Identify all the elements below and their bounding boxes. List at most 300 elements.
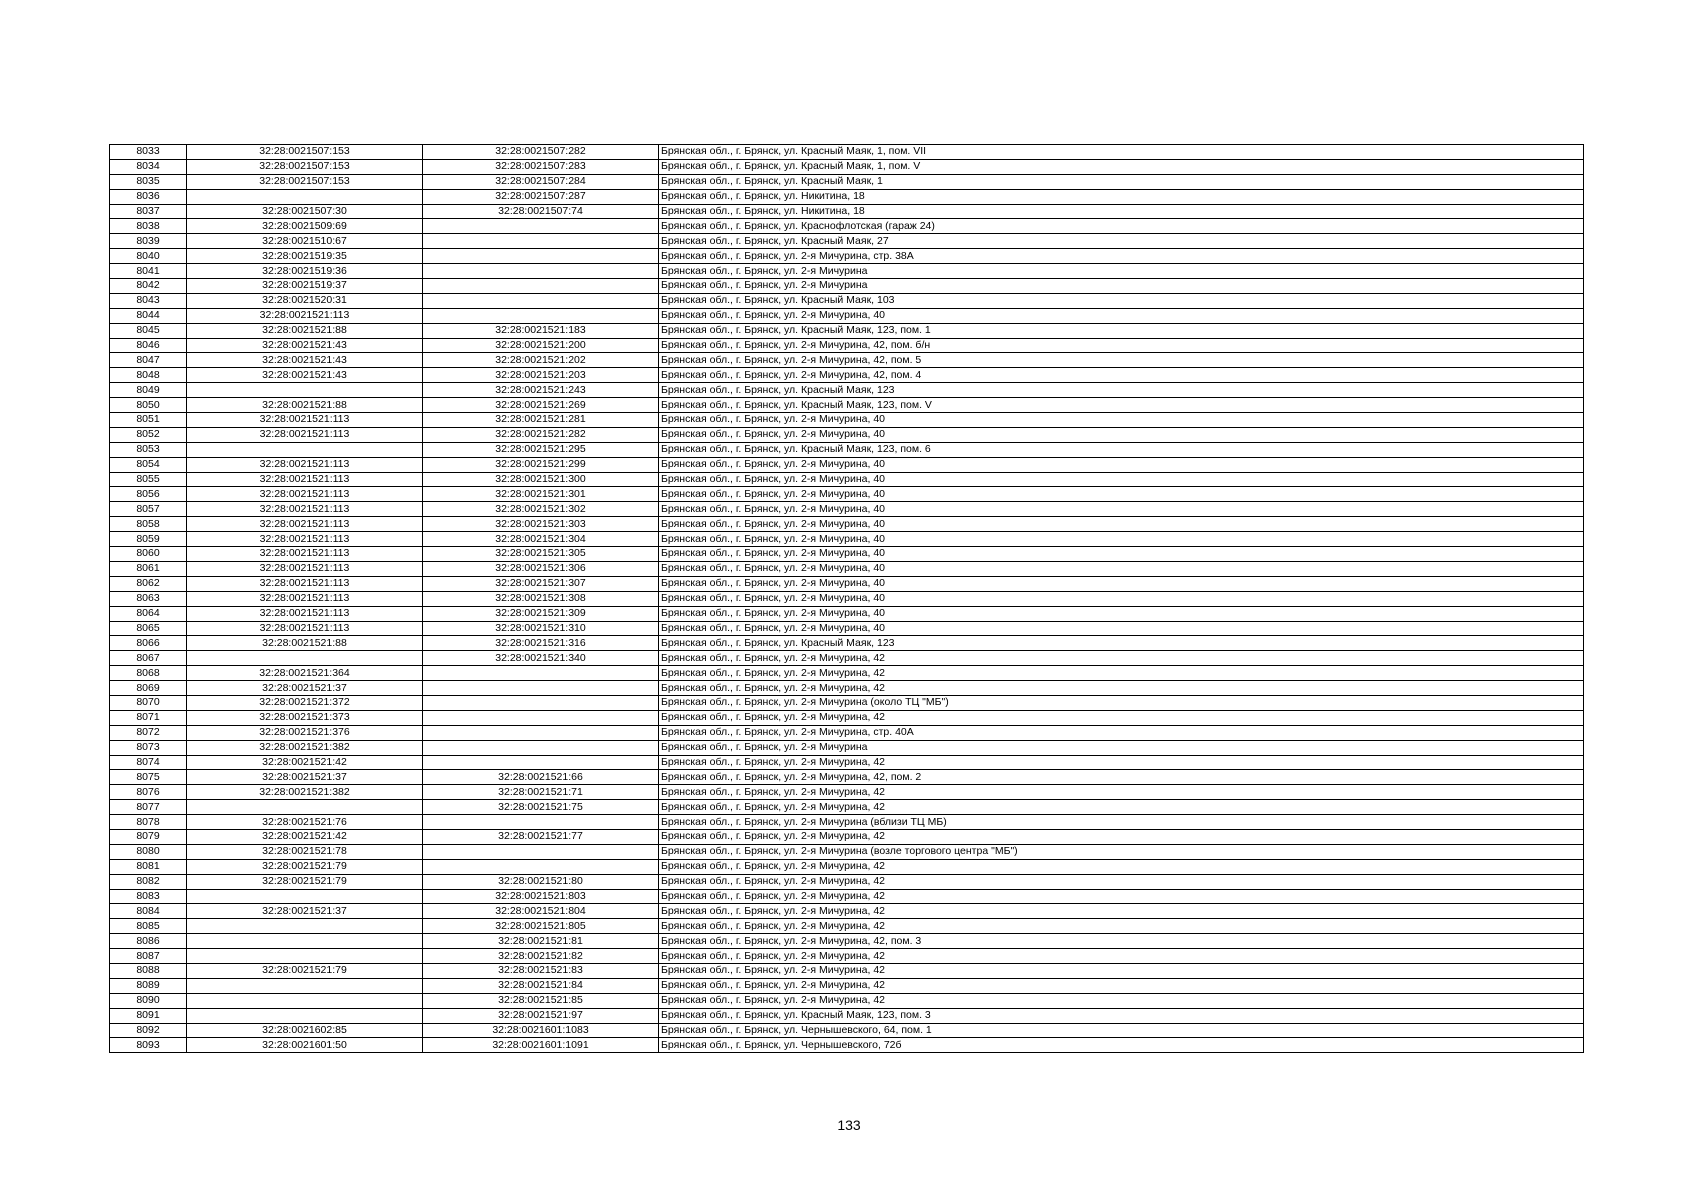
related-cadastral-number-cell: 32:28:0021521:302: [423, 502, 659, 517]
cadastral-number-cell: [187, 993, 423, 1008]
table-row: [110, 859, 1584, 874]
cadastral-number-cell: [187, 934, 423, 949]
related-cadastral-number-cell: 32:28:0021521:83: [423, 963, 659, 978]
cadastral-number-cell: 32:28:0021521:376: [187, 725, 423, 740]
address-cell: Брянская обл., г. Брянск, ул. 2-я Мичурина, 42, пом. 5: [659, 353, 1584, 368]
address-cell: Брянская обл., г. Брянск, ул. 2-я Мичурина, 42: [659, 978, 1584, 993]
address-cell: Брянская обл., г. Брянск, ул. 2-я Мичурина, 40: [659, 517, 1584, 532]
table-row: [110, 606, 1584, 621]
table-row: [110, 398, 1584, 413]
row-number-cell: 8061: [110, 561, 187, 576]
table-row: [110, 219, 1584, 234]
cadastral-number-cell: 32:28:0021521:37: [187, 770, 423, 785]
cadastral-number-cell: 32:28:0021521:372: [187, 695, 423, 710]
table-row: [110, 502, 1584, 517]
related-cadastral-number-cell: 32:28:0021507:74: [423, 204, 659, 219]
related-cadastral-number-cell: 32:28:0021601:1083: [423, 1023, 659, 1038]
table-row: [110, 547, 1584, 562]
table-row: [110, 338, 1584, 353]
row-number-cell: 8075: [110, 770, 187, 785]
cadastral-number-cell: 32:28:0021521:382: [187, 785, 423, 800]
cadastral-number-cell: 32:28:0021521:88: [187, 398, 423, 413]
cadastral-number-cell: 32:28:0021519:36: [187, 264, 423, 279]
cadastral-number-cell: 32:28:0021521:88: [187, 323, 423, 338]
cadastral-number-cell: 32:28:0021520:31: [187, 293, 423, 308]
table-row: [110, 993, 1584, 1008]
address-cell: Брянская обл., г. Брянск, ул. Красный Маяк, 123, пом. 1: [659, 323, 1584, 338]
cadastral-number-cell: [187, 651, 423, 666]
related-cadastral-number-cell: 32:28:0021521:310: [423, 621, 659, 636]
cadastral-number-cell: 32:28:0021521:113: [187, 457, 423, 472]
row-number-cell: 8077: [110, 800, 187, 815]
cadastral-number-cell: 32:28:0021507:153: [187, 159, 423, 174]
row-number-cell: 8089: [110, 978, 187, 993]
table-row: [110, 427, 1584, 442]
related-cadastral-number-cell: 32:28:0021521:77: [423, 829, 659, 844]
related-cadastral-number-cell: 32:28:0021521:299: [423, 457, 659, 472]
table-row: [110, 710, 1584, 725]
cadastral-number-cell: 32:28:0021521:113: [187, 427, 423, 442]
related-cadastral-number-cell: 32:28:0021521:305: [423, 547, 659, 562]
table-row: [110, 204, 1584, 219]
cadastral-number-cell: 32:28:0021521:373: [187, 710, 423, 725]
cadastral-number-cell: 32:28:0021521:113: [187, 561, 423, 576]
row-number-cell: 8063: [110, 591, 187, 606]
cadastral-number-cell: 32:28:0021519:37: [187, 279, 423, 294]
address-cell: Брянская обл., г. Брянск, ул. 2-я Мичурина, 40: [659, 308, 1584, 323]
row-number-cell: 8040: [110, 249, 187, 264]
address-cell: Брянская обл., г. Брянск, ул. Чернышевского, 72б: [659, 1038, 1584, 1053]
related-cadastral-number-cell: 32:28:0021521:243: [423, 383, 659, 398]
cadastral-number-cell: 32:28:0021521:113: [187, 621, 423, 636]
row-number-cell: 8052: [110, 427, 187, 442]
table-row: [110, 785, 1584, 800]
table-row: [110, 442, 1584, 457]
row-number-cell: 8034: [110, 159, 187, 174]
row-number-cell: 8070: [110, 695, 187, 710]
cadastral-number-cell: [187, 800, 423, 815]
row-number-cell: 8072: [110, 725, 187, 740]
cadastral-number-cell: 32:28:0021521:113: [187, 532, 423, 547]
related-cadastral-number-cell: 32:28:0021521:82: [423, 949, 659, 964]
cadastral-number-cell: 32:28:0021521:43: [187, 353, 423, 368]
table-row: [110, 413, 1584, 428]
related-cadastral-number-cell: [423, 249, 659, 264]
page-number: 133: [837, 1117, 861, 1133]
table-row: [110, 323, 1584, 338]
cadastral-number-cell: 32:28:0021521:76: [187, 815, 423, 830]
related-cadastral-number-cell: [423, 219, 659, 234]
address-cell: Брянская обл., г. Брянск, ул. 2-я Мичурина, 42: [659, 904, 1584, 919]
table-row: [110, 368, 1584, 383]
row-number-cell: 8053: [110, 442, 187, 457]
cadastral-number-cell: 32:28:0021521:113: [187, 547, 423, 562]
address-cell: Брянская обл., г. Брянск, ул. 2-я Мичурина, 40: [659, 547, 1584, 562]
address-cell: Брянская обл., г. Брянск, ул. 2-я Мичурина: [659, 740, 1584, 755]
related-cadastral-number-cell: [423, 710, 659, 725]
cadastral-number-cell: 32:28:0021521:79: [187, 874, 423, 889]
row-number-cell: 8088: [110, 963, 187, 978]
related-cadastral-number-cell: 32:28:0021521:66: [423, 770, 659, 785]
table-row: [110, 308, 1584, 323]
table-row: [110, 472, 1584, 487]
table-row: [110, 159, 1584, 174]
related-cadastral-number-cell: 32:28:0021521:80: [423, 874, 659, 889]
address-cell: Брянская обл., г. Брянск, ул. 2-я Мичурина, 42: [659, 755, 1584, 770]
table-row: [110, 264, 1584, 279]
cadastral-number-cell: [187, 189, 423, 204]
table-row: [110, 532, 1584, 547]
table-row: [110, 487, 1584, 502]
table-row: [110, 1008, 1584, 1023]
related-cadastral-number-cell: 32:28:0021521:295: [423, 442, 659, 457]
related-cadastral-number-cell: [423, 234, 659, 249]
address-cell: Брянская обл., г. Брянск, ул. Никитина, 18: [659, 189, 1584, 204]
table-row: [110, 681, 1584, 696]
cadastral-number-cell: 32:28:0021521:78: [187, 844, 423, 859]
related-cadastral-number-cell: 32:28:0021521:316: [423, 636, 659, 651]
table-row: [110, 725, 1584, 740]
row-number-cell: 8076: [110, 785, 187, 800]
address-cell: Брянская обл., г. Брянск, ул. 2-я Мичурина, стр. 38А: [659, 249, 1584, 264]
related-cadastral-number-cell: 32:28:0021521:307: [423, 576, 659, 591]
cadastral-number-cell: 32:28:0021521:43: [187, 338, 423, 353]
related-cadastral-number-cell: 32:28:0021521:75: [423, 800, 659, 815]
row-number-cell: 8035: [110, 174, 187, 189]
row-number-cell: 8041: [110, 264, 187, 279]
row-number-cell: 8044: [110, 308, 187, 323]
address-cell: Брянская обл., г. Брянск, ул. 2-я Мичурина, 42, пом. 4: [659, 368, 1584, 383]
related-cadastral-number-cell: [423, 844, 659, 859]
address-cell: Брянская обл., г. Брянск, ул. Красный Маяк, 27: [659, 234, 1584, 249]
cadastral-number-cell: 32:28:0021521:42: [187, 829, 423, 844]
address-cell: Брянская обл., г. Брянск, ул. 2-я Мичурина, 42, пом. б/н: [659, 338, 1584, 353]
address-cell: Брянская обл., г. Брянск, ул. 2-я Мичурина, 42: [659, 666, 1584, 681]
table-row: [110, 576, 1584, 591]
address-cell: Брянская обл., г. Брянск, ул. 2-я Мичурина, 42: [659, 963, 1584, 978]
cadastral-number-cell: [187, 442, 423, 457]
cadastral-number-cell: 32:28:0021510:67: [187, 234, 423, 249]
cadastral-number-cell: 32:28:0021521:113: [187, 502, 423, 517]
cadastral-number-cell: 32:28:0021521:113: [187, 517, 423, 532]
address-cell: Брянская обл., г. Брянск, ул. Красный Маяк, 1, пом. VII: [659, 145, 1584, 160]
related-cadastral-number-cell: 32:28:0021521:340: [423, 651, 659, 666]
cadastral-number-cell: 32:28:0021521:113: [187, 606, 423, 621]
related-cadastral-number-cell: 32:28:0021507:284: [423, 174, 659, 189]
cadastral-number-cell: 32:28:0021521:113: [187, 308, 423, 323]
table-row: [110, 591, 1584, 606]
cadastral-number-cell: 32:28:0021509:69: [187, 219, 423, 234]
address-cell: Брянская обл., г. Брянск, ул. 2-я Мичурина, 42: [659, 859, 1584, 874]
table-row: [110, 249, 1584, 264]
cadastral-number-cell: [187, 1008, 423, 1023]
table-row: [110, 934, 1584, 949]
registry-table: [109, 144, 1584, 1053]
row-number-cell: 8058: [110, 517, 187, 532]
address-cell: Брянская обл., г. Брянск, ул. 2-я Мичурина: [659, 264, 1584, 279]
row-number-cell: 8067: [110, 651, 187, 666]
related-cadastral-number-cell: 32:28:0021507:283: [423, 159, 659, 174]
row-number-cell: 8043: [110, 293, 187, 308]
address-cell: Брянская обл., г. Брянск, ул. Красный Маяк, 123, пом. V: [659, 398, 1584, 413]
row-number-cell: 8093: [110, 1038, 187, 1053]
row-number-cell: 8037: [110, 204, 187, 219]
row-number-cell: 8073: [110, 740, 187, 755]
related-cadastral-number-cell: 32:28:0021521:300: [423, 472, 659, 487]
table-row: [110, 561, 1584, 576]
address-cell: Брянская обл., г. Брянск, ул. Краснофлотская (гараж 24): [659, 219, 1584, 234]
cadastral-number-cell: 32:28:0021521:43: [187, 368, 423, 383]
table-row: [110, 815, 1584, 830]
table-row: [110, 770, 1584, 785]
row-number-cell: 8057: [110, 502, 187, 517]
related-cadastral-number-cell: 32:28:0021521:85: [423, 993, 659, 1008]
row-number-cell: 8079: [110, 829, 187, 844]
table-row: [110, 517, 1584, 532]
address-cell: Брянская обл., г. Брянск, ул. 2-я Мичурина, 42: [659, 949, 1584, 964]
cadastral-number-cell: 32:28:0021521:113: [187, 487, 423, 502]
address-cell: Брянская обл., г. Брянск, ул. 2-я Мичурина, 42: [659, 785, 1584, 800]
related-cadastral-number-cell: 32:28:0021521:304: [423, 532, 659, 547]
row-number-cell: 8084: [110, 904, 187, 919]
related-cadastral-number-cell: [423, 725, 659, 740]
row-number-cell: 8051: [110, 413, 187, 428]
cadastral-number-cell: 32:28:0021521:79: [187, 963, 423, 978]
table-row: [110, 383, 1584, 398]
row-number-cell: 8056: [110, 487, 187, 502]
table-row: [110, 844, 1584, 859]
address-cell: Брянская обл., г. Брянск, ул. Красный Маяк, 123, пом. 3: [659, 1008, 1584, 1023]
related-cadastral-number-cell: 32:28:0021521:71: [423, 785, 659, 800]
table-row: [110, 963, 1584, 978]
cadastral-number-cell: 32:28:0021521:113: [187, 472, 423, 487]
related-cadastral-number-cell: [423, 740, 659, 755]
address-cell: Брянская обл., г. Брянск, ул. 2-я Мичурина, 40: [659, 472, 1584, 487]
related-cadastral-number-cell: 32:28:0021507:282: [423, 145, 659, 160]
row-number-cell: 8083: [110, 889, 187, 904]
related-cadastral-number-cell: 32:28:0021521:281: [423, 413, 659, 428]
related-cadastral-number-cell: 32:28:0021521:202: [423, 353, 659, 368]
related-cadastral-number-cell: 32:28:0021521:183: [423, 323, 659, 338]
address-cell: Брянская обл., г. Брянск, ул. 2-я Мичурина, 40: [659, 606, 1584, 621]
cadastral-number-cell: [187, 949, 423, 964]
cadastral-number-cell: 32:28:0021521:37: [187, 681, 423, 696]
related-cadastral-number-cell: 32:28:0021521:306: [423, 561, 659, 576]
address-cell: Брянская обл., г. Брянск, ул. Красный Маяк, 123: [659, 383, 1584, 398]
table-row: [110, 189, 1584, 204]
related-cadastral-number-cell: 32:28:0021521:303: [423, 517, 659, 532]
cadastral-number-cell: 32:28:0021521:88: [187, 636, 423, 651]
related-cadastral-number-cell: 32:28:0021521:301: [423, 487, 659, 502]
table-row: [110, 651, 1584, 666]
address-cell: Брянская обл., г. Брянск, ул. Красный Маяк, 1: [659, 174, 1584, 189]
cadastral-number-cell: 32:28:0021507:153: [187, 145, 423, 160]
table-row: [110, 666, 1584, 681]
address-cell: Брянская обл., г. Брянск, ул. 2-я Мичурина, 42, пом. 2: [659, 770, 1584, 785]
table-row: [110, 621, 1584, 636]
cadastral-number-cell: [187, 978, 423, 993]
table-row: [110, 234, 1584, 249]
related-cadastral-number-cell: 32:28:0021521:203: [423, 368, 659, 383]
row-number-cell: 8062: [110, 576, 187, 591]
address-cell: Брянская обл., г. Брянск, ул. 2-я Мичурина (возле торгового центра "МБ"): [659, 844, 1584, 859]
cadastral-number-cell: 32:28:0021601:50: [187, 1038, 423, 1053]
related-cadastral-number-cell: [423, 293, 659, 308]
related-cadastral-number-cell: 32:28:0021521:81: [423, 934, 659, 949]
row-number-cell: 8033: [110, 145, 187, 160]
related-cadastral-number-cell: [423, 279, 659, 294]
address-cell: Брянская обл., г. Брянск, ул. Чернышевского, 64, пом. 1: [659, 1023, 1584, 1038]
address-cell: Брянская обл., г. Брянск, ул. Красный Маяк, 123, пом. 6: [659, 442, 1584, 457]
row-number-cell: 8038: [110, 219, 187, 234]
address-cell: Брянская обл., г. Брянск, ул. 2-я Мичурина, 42: [659, 681, 1584, 696]
address-cell: Брянская обл., г. Брянск, ул. Красный Маяк, 123: [659, 636, 1584, 651]
table-row: [110, 829, 1584, 844]
cadastral-number-cell: 32:28:0021519:35: [187, 249, 423, 264]
address-cell: Брянская обл., г. Брянск, ул. 2-я Мичурина (около ТЦ "МБ"): [659, 695, 1584, 710]
row-number-cell: 8085: [110, 919, 187, 934]
row-number-cell: 8049: [110, 383, 187, 398]
table-row: [110, 636, 1584, 651]
related-cadastral-number-cell: 32:28:0021601:1091: [423, 1038, 659, 1053]
related-cadastral-number-cell: [423, 815, 659, 830]
address-cell: Брянская обл., г. Брянск, ул. 2-я Мичурина, 40: [659, 487, 1584, 502]
registry-table-body: [110, 145, 1584, 1053]
table-row: [110, 695, 1584, 710]
row-number-cell: 8059: [110, 532, 187, 547]
row-number-cell: 8080: [110, 844, 187, 859]
related-cadastral-number-cell: 32:28:0021521:200: [423, 338, 659, 353]
table-row: [110, 457, 1584, 472]
address-cell: Брянская обл., г. Брянск, ул. 2-я Мичурина, 40: [659, 621, 1584, 636]
row-number-cell: 8050: [110, 398, 187, 413]
row-number-cell: 8068: [110, 666, 187, 681]
address-cell: Брянская обл., г. Брянск, ул. 2-я Мичурина, 40: [659, 457, 1584, 472]
address-cell: Брянская обл., г. Брянск, ул. 2-я Мичурина, 42: [659, 710, 1584, 725]
row-number-cell: 8065: [110, 621, 187, 636]
address-cell: Брянская обл., г. Брянск, ул. 2-я Мичурина, 40: [659, 561, 1584, 576]
row-number-cell: 8082: [110, 874, 187, 889]
address-cell: Брянская обл., г. Брянск, ул. 2-я Мичурина, 42: [659, 889, 1584, 904]
row-number-cell: 8078: [110, 815, 187, 830]
table-row: [110, 1038, 1584, 1053]
address-cell: Брянская обл., г. Брянск, ул. 2-я Мичурина, 40: [659, 427, 1584, 442]
address-cell: Брянская обл., г. Брянск, ул. 2-я Мичурина (вблизи ТЦ МБ): [659, 815, 1584, 830]
cadastral-number-cell: [187, 919, 423, 934]
related-cadastral-number-cell: 32:28:0021521:804: [423, 904, 659, 919]
row-number-cell: 8066: [110, 636, 187, 651]
cadastral-number-cell: 32:28:0021507:153: [187, 174, 423, 189]
row-number-cell: 8064: [110, 606, 187, 621]
row-number-cell: 8074: [110, 755, 187, 770]
table-row: [110, 978, 1584, 993]
cadastral-number-cell: 32:28:0021602:85: [187, 1023, 423, 1038]
table-row: [110, 874, 1584, 889]
row-number-cell: 8046: [110, 338, 187, 353]
address-cell: Брянская обл., г. Брянск, ул. 2-я Мичурина, 40: [659, 502, 1584, 517]
related-cadastral-number-cell: 32:28:0021521:269: [423, 398, 659, 413]
address-cell: Брянская обл., г. Брянск, ул. 2-я Мичурина, 42: [659, 874, 1584, 889]
row-number-cell: 8047: [110, 353, 187, 368]
table-row: [110, 293, 1584, 308]
row-number-cell: 8039: [110, 234, 187, 249]
related-cadastral-number-cell: 32:28:0021521:84: [423, 978, 659, 993]
table-row: [110, 279, 1584, 294]
related-cadastral-number-cell: 32:28:0021521:97: [423, 1008, 659, 1023]
row-number-cell: 8045: [110, 323, 187, 338]
related-cadastral-number-cell: 32:28:0021521:282: [423, 427, 659, 442]
row-number-cell: 8087: [110, 949, 187, 964]
row-number-cell: 8092: [110, 1023, 187, 1038]
row-number-cell: 8069: [110, 681, 187, 696]
cadastral-number-cell: 32:28:0021507:30: [187, 204, 423, 219]
related-cadastral-number-cell: [423, 666, 659, 681]
related-cadastral-number-cell: [423, 859, 659, 874]
address-cell: Брянская обл., г. Брянск, ул. Красный Маяк, 103: [659, 293, 1584, 308]
related-cadastral-number-cell: [423, 308, 659, 323]
related-cadastral-number-cell: 32:28:0021507:287: [423, 189, 659, 204]
address-cell: Брянская обл., г. Брянск, ул. 2-я Мичурина, стр. 40А: [659, 725, 1584, 740]
address-cell: Брянская обл., г. Брянск, ул. 2-я Мичурина, 40: [659, 413, 1584, 428]
address-cell: Брянская обл., г. Брянск, ул. 2-я Мичурина, 42: [659, 829, 1584, 844]
table-row: [110, 174, 1584, 189]
table-row: [110, 889, 1584, 904]
address-cell: Брянская обл., г. Брянск, ул. 2-я Мичурина, 40: [659, 532, 1584, 547]
row-number-cell: 8090: [110, 993, 187, 1008]
cadastral-number-cell: 32:28:0021521:42: [187, 755, 423, 770]
address-cell: Брянская обл., г. Брянск, ул. 2-я Мичурина, 42: [659, 651, 1584, 666]
cadastral-number-cell: 32:28:0021521:113: [187, 591, 423, 606]
table-row: [110, 145, 1584, 160]
related-cadastral-number-cell: 32:28:0021521:803: [423, 889, 659, 904]
table-row: [110, 755, 1584, 770]
address-cell: Брянская обл., г. Брянск, ул. 2-я Мичурина: [659, 279, 1584, 294]
address-cell: Брянская обл., г. Брянск, ул. 2-я Мичурина, 40: [659, 591, 1584, 606]
related-cadastral-number-cell: [423, 695, 659, 710]
row-number-cell: 8060: [110, 547, 187, 562]
address-cell: Брянская обл., г. Брянск, ул. 2-я Мичурина, 42: [659, 993, 1584, 1008]
related-cadastral-number-cell: [423, 755, 659, 770]
row-number-cell: 8048: [110, 368, 187, 383]
row-number-cell: 8054: [110, 457, 187, 472]
table-row: [110, 353, 1584, 368]
cadastral-number-cell: 32:28:0021521:364: [187, 666, 423, 681]
address-cell: Брянская обл., г. Брянск, ул. 2-я Мичурина, 40: [659, 576, 1584, 591]
related-cadastral-number-cell: 32:28:0021521:308: [423, 591, 659, 606]
address-cell: Брянская обл., г. Брянск, ул. 2-я Мичурина, 42, пом. 3: [659, 934, 1584, 949]
table-row: [110, 904, 1584, 919]
related-cadastral-number-cell: [423, 681, 659, 696]
related-cadastral-number-cell: [423, 264, 659, 279]
table-row: [110, 949, 1584, 964]
cadastral-number-cell: 32:28:0021521:113: [187, 576, 423, 591]
table-row: [110, 1023, 1584, 1038]
address-cell: Брянская обл., г. Брянск, ул. Никитина, 18: [659, 204, 1584, 219]
table-row: [110, 800, 1584, 815]
row-number-cell: 8091: [110, 1008, 187, 1023]
cadastral-number-cell: 32:28:0021521:382: [187, 740, 423, 755]
row-number-cell: 8036: [110, 189, 187, 204]
row-number-cell: 8055: [110, 472, 187, 487]
address-cell: Брянская обл., г. Брянск, ул. Красный Маяк, 1, пом. V: [659, 159, 1584, 174]
address-cell: Брянская обл., г. Брянск, ул. 2-я Мичурина, 42: [659, 800, 1584, 815]
row-number-cell: 8081: [110, 859, 187, 874]
table-row: [110, 919, 1584, 934]
row-number-cell: 8086: [110, 934, 187, 949]
row-number-cell: 8042: [110, 279, 187, 294]
address-cell: Брянская обл., г. Брянск, ул. 2-я Мичурина, 42: [659, 919, 1584, 934]
related-cadastral-number-cell: 32:28:0021521:805: [423, 919, 659, 934]
